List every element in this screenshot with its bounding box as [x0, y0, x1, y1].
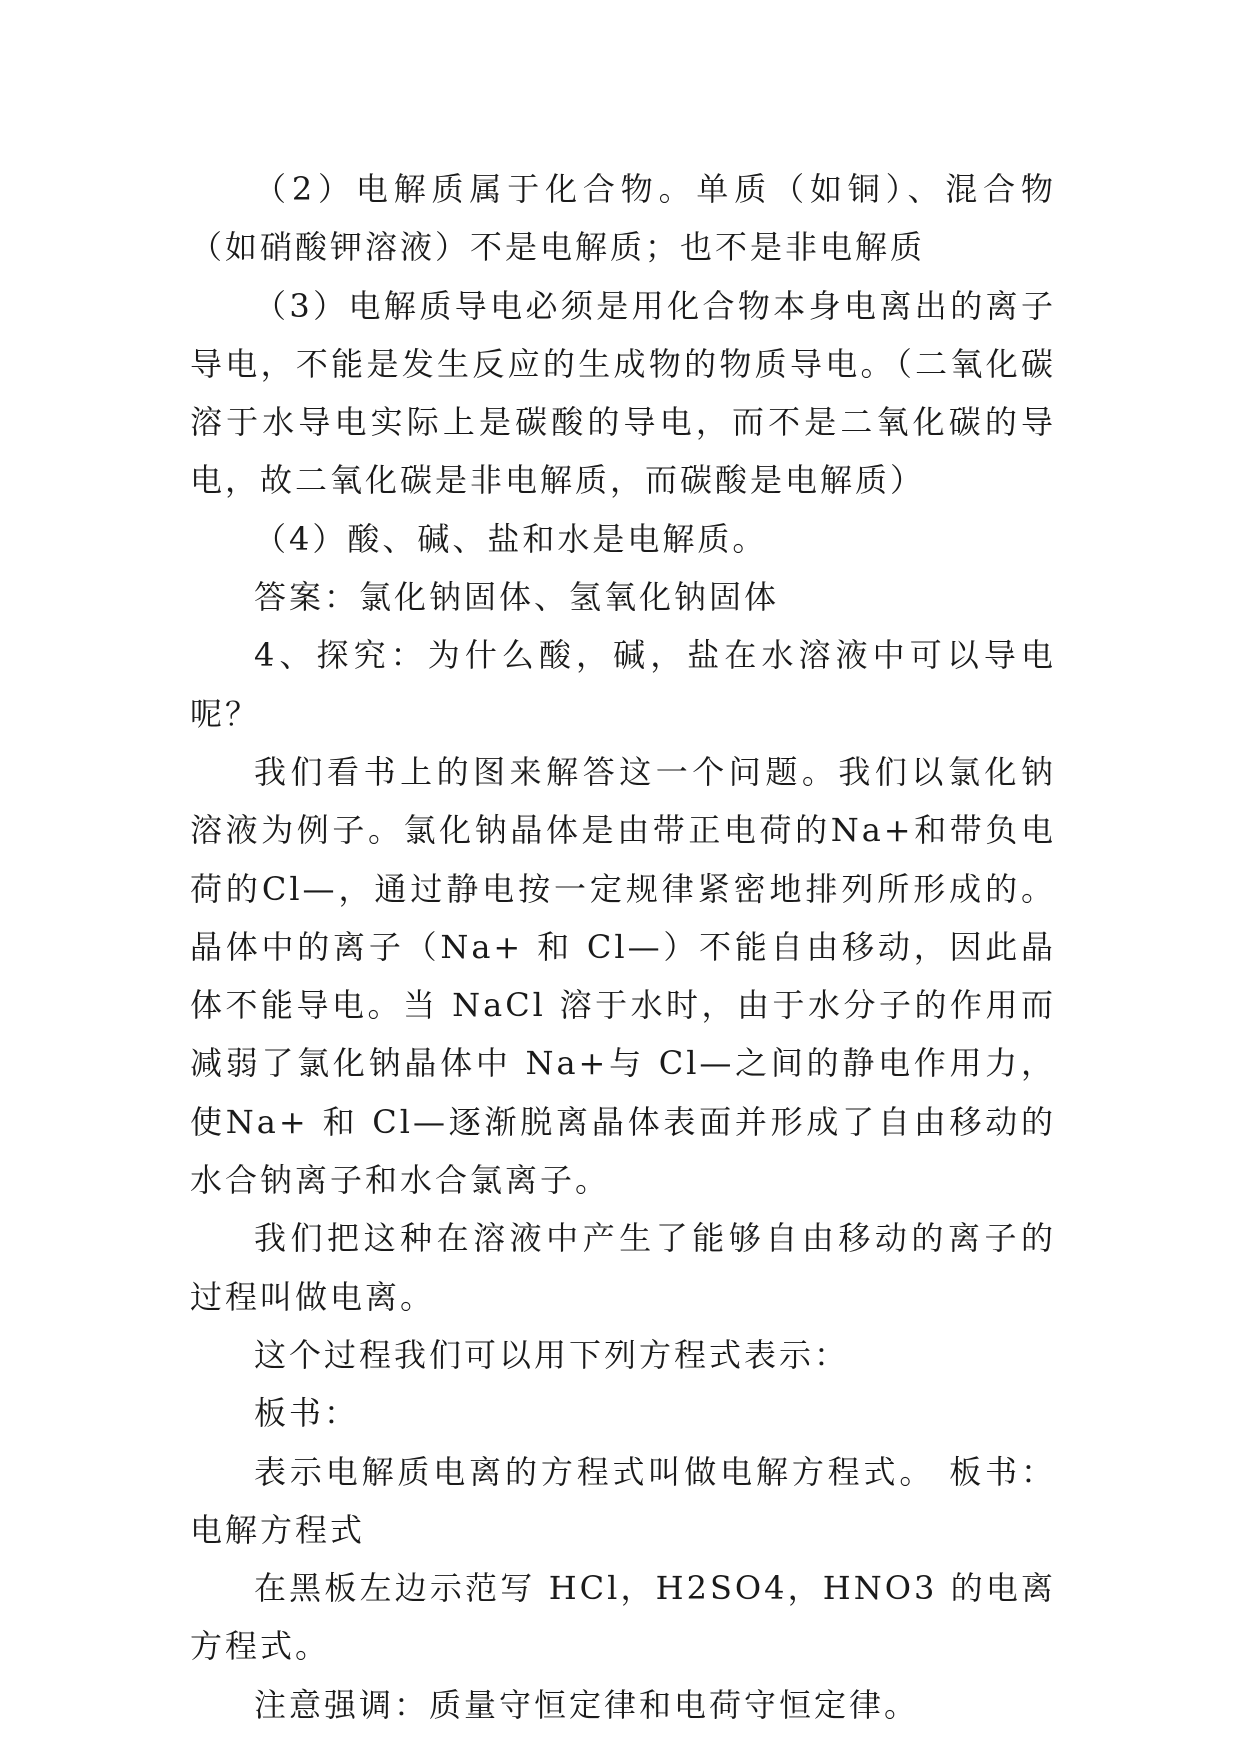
document-body	[190, 160, 1056, 1734]
paragraph-equation-definition: 表示电解质电离的方程式叫做电解方程式。 板书：电解方程式	[190, 1452, 1056, 1549]
paragraph-inquiry-question: 4、探究：为什么酸，碱，盐在水溶液中可以导电呢？	[190, 636, 1056, 733]
paragraph-ionization-definition: 我们把这种在溶液中产生了能够自由移动的离子的过程叫做电离。	[190, 1219, 1056, 1316]
paragraph-board-demo: 在黑板左边示范写 HCl，H2SO4，HNO3 的电离方程式。	[190, 1569, 1056, 1666]
paragraph-conduction-rule: （3）电解质导电必须是用化合物本身电离出的离子导电，不能是发生反应的生成物的物质导电。（二氧化碳溶于水导电实际上是碳酸的导电，而不是二氧化碳的导电，故二氧化碳是非电解质，而碳酸是电解质）	[190, 286, 1056, 500]
paragraph-answer: 答案：氯化钠固体、氢氧化钠固体	[254, 578, 780, 617]
paragraph-board-note: 板书：	[254, 1394, 360, 1433]
paragraph-nacl-explanation: 我们看书上的图来解答这一个问题。我们以氯化钠溶液为例子。氯化钠晶体是由带正电荷的Na+和带负电荷的Cl—，通过静电按一定规律紧密地排列所形成的。晶体中的离子（Na+ 和 Cl—）不能自由移动，因此晶体不能导电。当 NaCl 溶于水时，由于水分子的作用而减弱了氯化钠晶体中 Na+与 Cl—之间的静电作用力，使Na+ 和 Cl—逐渐脱离晶体表面并形成了自由移动的水合钠离子和水合氯离子。	[190, 752, 1056, 1200]
paragraph-emphasis: 注意强调：质量守恒定律和电荷守恒定律。	[254, 1685, 920, 1724]
paragraph-acid-base-salt: （4）酸、碱、盐和水是电解质。	[254, 519, 768, 558]
paragraph-electrolyte-compound: （2）电解质属于化合物。单质（如铜）、混合物（如硝酸钾溶液）不是电解质；也不是非电解质	[190, 170, 1056, 267]
paragraph-equation-intro: 这个过程我们可以用下列方程式表示：	[254, 1335, 850, 1374]
